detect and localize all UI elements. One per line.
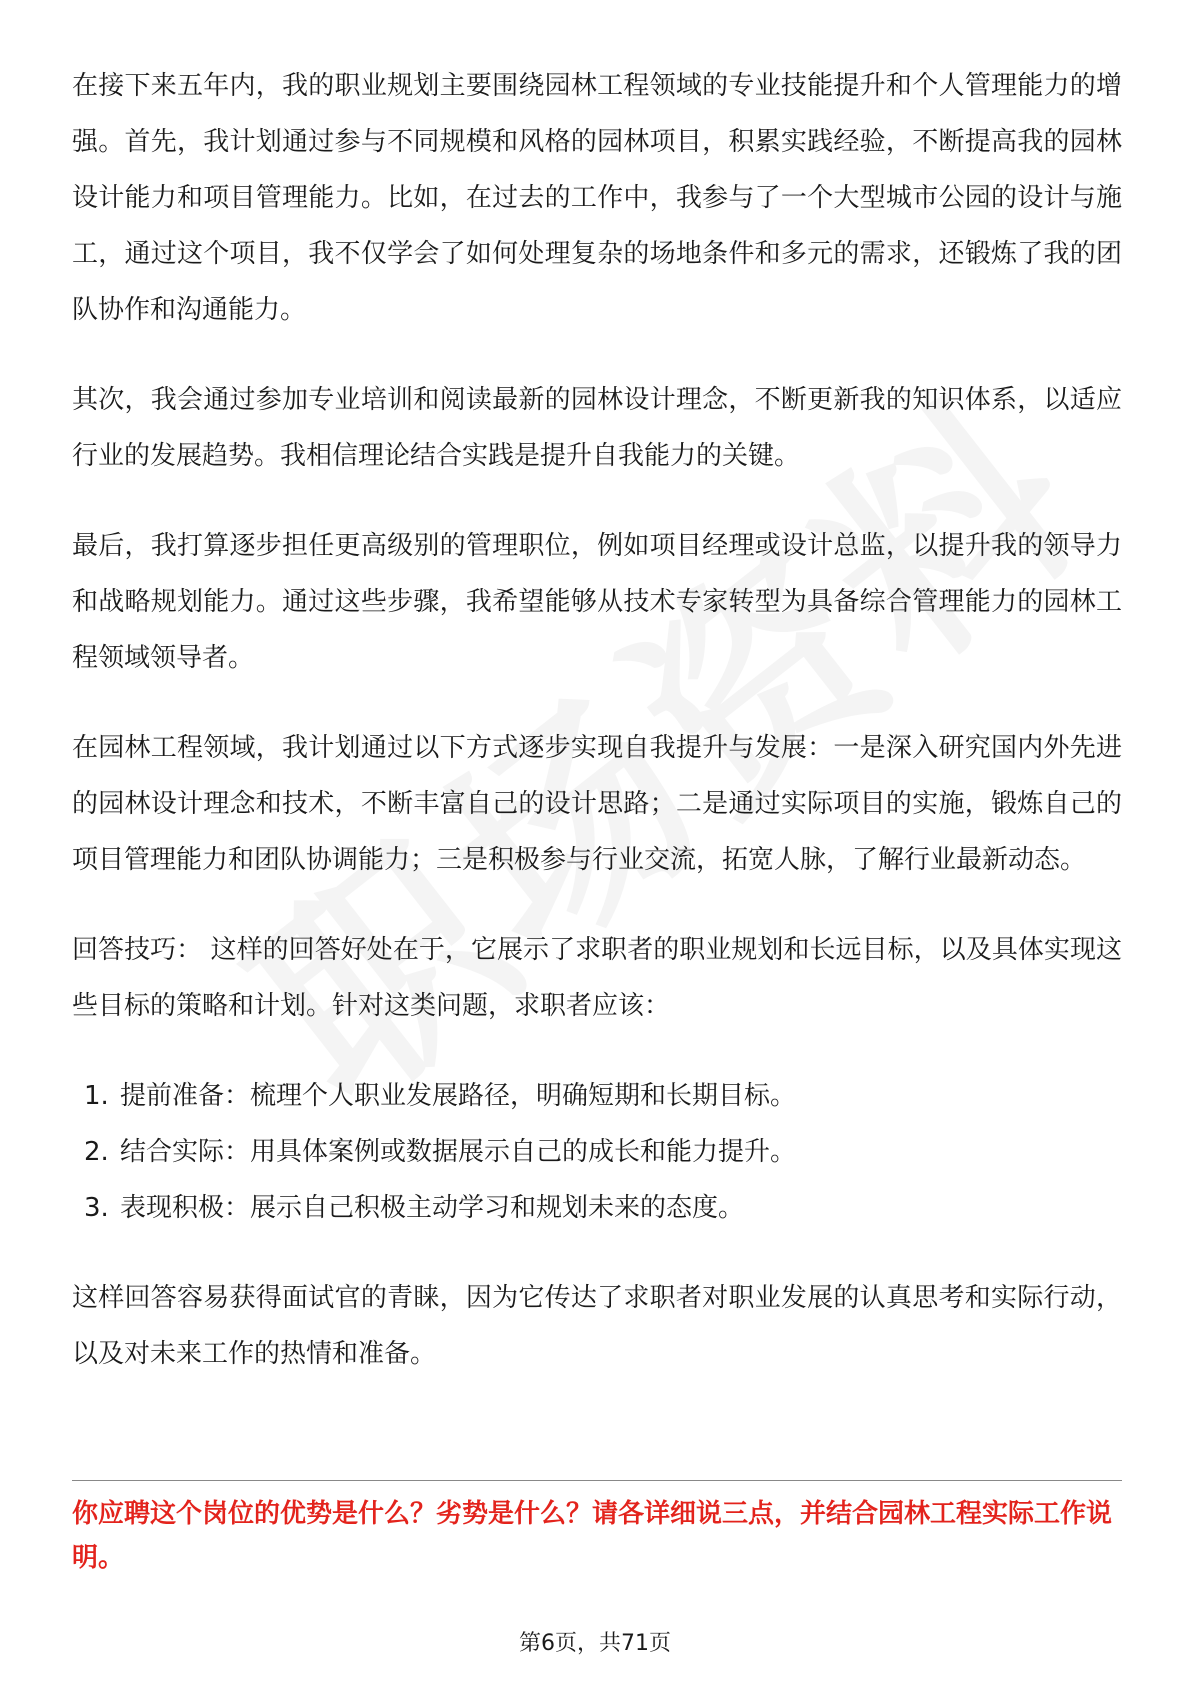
list-number: 1. (84, 1081, 109, 1111)
list-item (72, 1124, 1122, 1180)
list-text: 提前准备：梳理个人职业发展路径，明确短期和长期目标。 (120, 1081, 797, 1111)
paragraph-career-plan: 在接下来五年内，我的职业规划主要围绕园林工程领域的专业技能提升和个人管理能力的增强。首先，我计划通过参与不同规模和风格的园林项目，积累实践经验，不断提高我的园林设计能力和项目管理能力。比如，在过去的工作中，我参与了一个大型城市公园的设计与施工，通过这个项目，我不仅学会了如何处理复杂的场地条件和多元的需求，还锻炼了我的团队协作和沟通能力。 (72, 71, 1122, 325)
paragraph-answer-tips: 回答技巧： 这样的回答好处在于，它展示了求职者的职业规划和长远目标，以及具体实现这些目标的策略和计划。针对这类问题，求职者应该： (72, 935, 1122, 1021)
list-number: 3. (84, 1193, 109, 1223)
list-text: 表现积极：展示自己积极主动学习和规划未来的态度。 (120, 1193, 745, 1223)
answer-content (72, 58, 1122, 1382)
paragraph-development: 在园林工程领域，我计划通过以下方式逐步实现自我提升与发展：一是深入研究国内外先进的园林设计理念和技术，不断丰富自己的设计思路；二是通过实际项目的实施，锻炼自己的项目管理能力和团队协调能力；三是积极参与行业交流，拓宽人脉，了解行业最新动态。 (72, 733, 1122, 875)
list-item (72, 1068, 1122, 1124)
list-item (72, 1180, 1122, 1236)
next-question-heading: 你应聘这个岗位的优势是什么？劣势是什么？请各详细说三点，并结合园林工程实际工作说明。 (72, 1499, 1113, 1573)
section-divider (72, 1480, 1122, 1481)
paragraph-management: 最后，我打算逐步担任更高级别的管理职位，例如项目经理或设计总监，以提升我的领导力和战略规划能力。通过这些步骤，我希望能够从技术专家转型为具备综合管理能力的园林工程领域领导者。 (72, 531, 1122, 673)
list-number: 2. (84, 1137, 109, 1167)
list-text: 结合实际：用具体案例或数据展示自己的成长和能力提升。 (120, 1137, 797, 1167)
page-footer: 第6页，共71页 (519, 1631, 671, 1656)
tips-list (72, 1068, 1122, 1236)
paragraph-closing: 这样回答容易获得面试官的青睐，因为它传达了求职者对职业发展的认真思考和实际行动，以及对未来工作的热情和准备。 (72, 1283, 1122, 1369)
paragraph-training: 其次，我会通过参加专业培训和阅读最新的园林设计理念，不断更新我的知识体系，以适应行业的发展趋势。我相信理论结合实践是提升自我能力的关键。 (72, 385, 1122, 471)
